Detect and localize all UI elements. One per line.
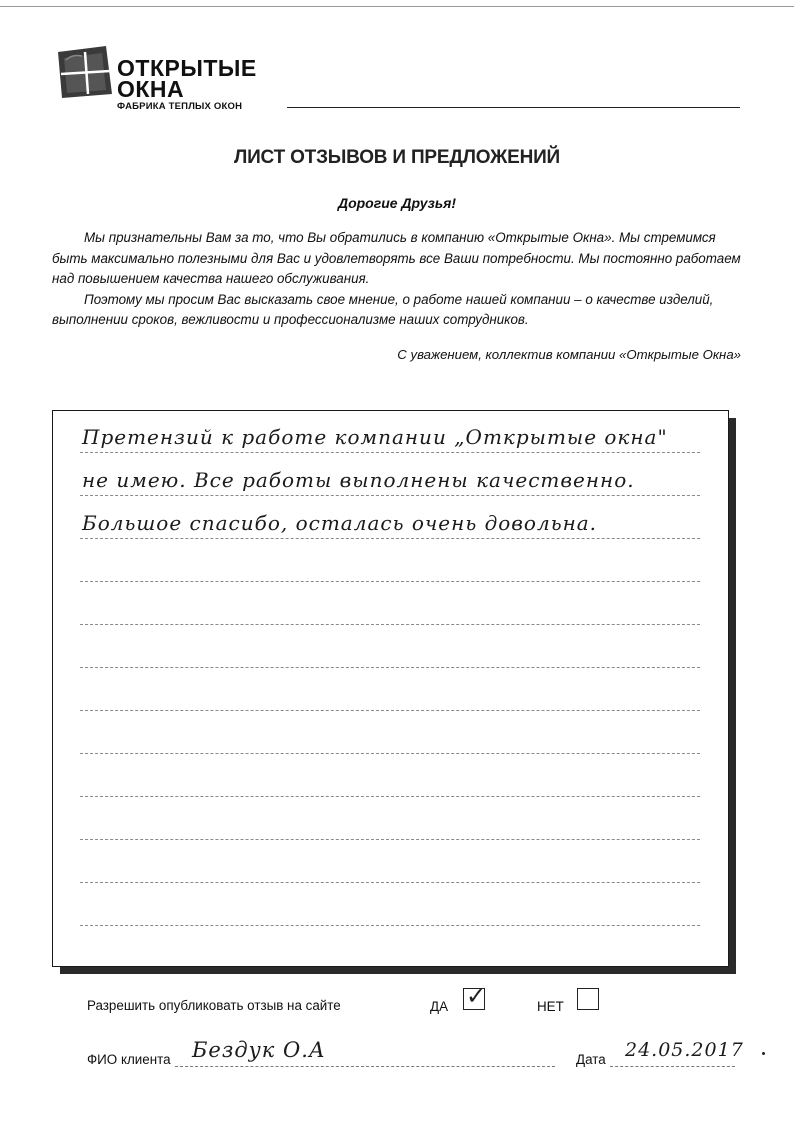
handwritten-feedback-line-2: не имею. Все работы выполнены качественно. bbox=[82, 468, 635, 492]
page-title: ЛИСТ ОТЗЫВОВ И ПРЕДЛОЖЕНИЙ bbox=[233, 147, 561, 168]
ruled-line bbox=[80, 839, 700, 840]
closing-signature: С уважением, коллектив компании «Открытые Окна» bbox=[397, 347, 741, 362]
date-line bbox=[610, 1066, 735, 1067]
handwritten-feedback-line-1: Претензий к работе компании „Открытые окна" bbox=[82, 425, 668, 449]
ruled-line bbox=[80, 452, 700, 453]
ruled-line bbox=[80, 495, 700, 496]
handwritten-feedback-line-3: Большое спасибо, осталась очень довольна. bbox=[82, 511, 598, 535]
check-mark-icon: ✓ bbox=[466, 982, 487, 1010]
client-name-label: ФИО клиента bbox=[87, 1052, 171, 1067]
yes-label: ДА bbox=[430, 999, 449, 1014]
date-label: Дата bbox=[576, 1052, 606, 1067]
header-rule bbox=[287, 107, 740, 108]
logo-line-2: ОКНА bbox=[117, 76, 185, 102]
client-name-line bbox=[175, 1066, 555, 1067]
date-handwritten[interactable]: 24.05.2017 bbox=[625, 1039, 744, 1061]
intro-paragraph-2: Поэтому мы просим Вас высказать свое мнение, о работе нашей компании – о качестве изделий, выполнении сроков, вежливости и профессионализме наших сотрудников. bbox=[52, 291, 714, 327]
page-top-edge bbox=[0, 0, 794, 7]
ruled-line bbox=[80, 925, 700, 926]
ruled-line bbox=[80, 581, 700, 582]
ruled-line bbox=[80, 882, 700, 883]
ruled-line bbox=[80, 796, 700, 797]
logo-line-1: ОТКРЫТЫЕ bbox=[117, 55, 257, 81]
feedback-box[interactable] bbox=[52, 410, 729, 967]
logo-subtitle: ФАБРИКА ТЕПЛЫХ ОКОН bbox=[117, 101, 243, 112]
ruled-line bbox=[80, 667, 700, 668]
ruled-line bbox=[80, 710, 700, 711]
no-label: НЕТ bbox=[537, 999, 564, 1014]
greeting: Дорогие Друзья! bbox=[337, 195, 457, 211]
ruled-line bbox=[80, 624, 700, 625]
ink-dot bbox=[762, 1052, 765, 1055]
intro-paragraph-1: Мы признательны Вам за то, что Вы обратились в компанию «Открытые Окна». Мы стремимся быть максимально полезными для Вас и удовлетворять все Ваши потребности. Мы постоянно работаем над повышением качества нашего обслуживания. bbox=[52, 230, 741, 286]
publish-permission-label: Разрешить опубликовать отзыв на сайте bbox=[87, 998, 341, 1013]
logo-window-icon bbox=[52, 44, 116, 100]
no-checkbox[interactable] bbox=[577, 988, 599, 1010]
intro-text bbox=[52, 228, 742, 331]
ruled-line bbox=[80, 538, 700, 539]
ruled-line bbox=[80, 753, 700, 754]
client-name-handwritten[interactable]: Бездук О.А bbox=[192, 1038, 326, 1062]
